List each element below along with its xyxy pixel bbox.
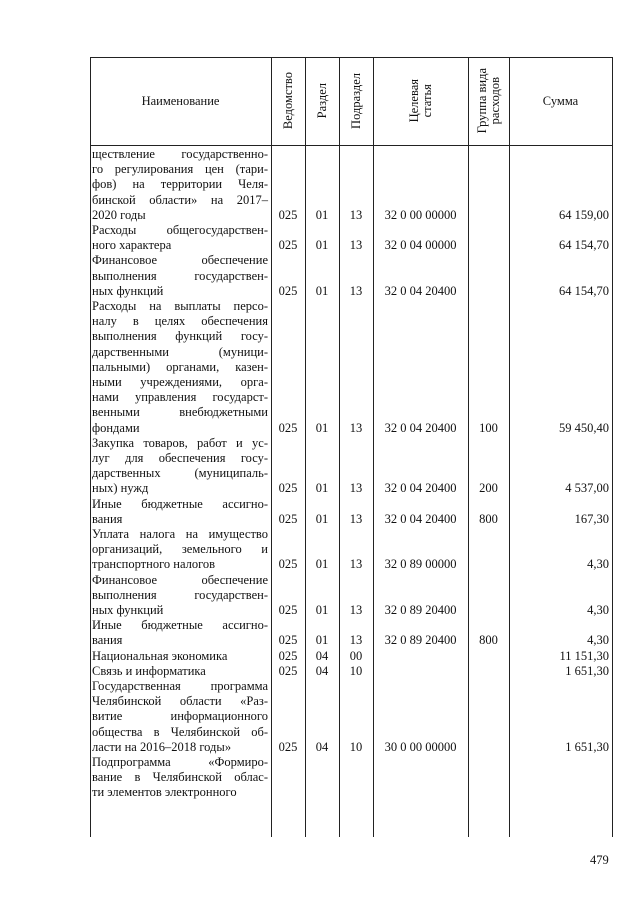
cell-group: 200 [479, 481, 498, 496]
row-name-line: организаций, земельного и [92, 542, 268, 557]
row-name-line: выполнения государствен- [92, 268, 268, 283]
row-name [92, 223, 268, 253]
row-name [92, 299, 268, 436]
cell-sec: 04 [315, 648, 329, 663]
cell-sec: 01 [315, 481, 329, 496]
cell-dept: 025 [278, 207, 298, 222]
cell-dept: 025 [278, 481, 298, 496]
col-border [90, 57, 91, 837]
cell-target: 32 0 04 20400 [384, 283, 457, 298]
header-target [373, 57, 468, 145]
header-sum [509, 57, 612, 145]
row-name-line: фондами [92, 420, 140, 435]
cell-target: 32 0 04 20400 [384, 481, 457, 496]
cell-sum: 4 537,00 [565, 481, 609, 496]
cell-sub: 13 [349, 603, 363, 617]
row-name-line: ных) нужд [92, 481, 149, 496]
header-dept-label: Ведомство [280, 72, 295, 130]
row-name-line: Расходы общегосударствен- [92, 223, 268, 237]
cell-sub: 10 [349, 663, 363, 678]
cell-sum: 4,30 [587, 603, 609, 617]
cell-sub: 13 [349, 238, 363, 253]
cell-dept: 025 [278, 648, 298, 663]
header-section [305, 57, 339, 145]
row-name-line: Национальная экономика [92, 648, 228, 663]
cell-sum: 59 450,40 [559, 420, 609, 435]
row-name-line: Подпрограмма «Формиро- [92, 755, 268, 769]
row-name-line: ных функций [92, 283, 164, 298]
col-border [271, 57, 272, 837]
cell-sub: 13 [349, 420, 363, 435]
row-name-line: выполнения функций госу- [92, 329, 268, 344]
cell-group: 100 [479, 420, 498, 435]
cell-sum: 4,30 [587, 633, 609, 648]
row-name [92, 755, 268, 801]
cell-sub: 10 [349, 739, 363, 754]
cell-target: 32 0 89 20400 [384, 633, 457, 648]
row-name [92, 664, 268, 679]
col-border [373, 57, 374, 837]
row-name [92, 573, 268, 619]
header-dept [271, 57, 305, 145]
cell-sec: 01 [315, 238, 329, 253]
row-name-line: дарственными (муници- [92, 344, 268, 359]
row-name-line: Иные бюджетные ассигно- [92, 618, 268, 633]
row-name-line: Финансовое обеспечение [92, 572, 268, 587]
cell-sec: 01 [315, 511, 329, 526]
header-sum-label: Сумма [542, 93, 579, 108]
cell-group: 800 [479, 511, 498, 526]
row-name [92, 147, 268, 223]
cell-sum: 64 154,70 [559, 238, 609, 253]
cell-dept: 025 [278, 238, 298, 253]
row-name-line: вания [92, 633, 123, 648]
cell-target: 32 0 89 00000 [384, 557, 457, 572]
cell-target: 32 0 04 20400 [384, 420, 457, 435]
row-name-line: ного характера [92, 238, 172, 253]
row-name-line: Закупка товаров, работ и ус- [92, 435, 268, 450]
cell-dept: 025 [278, 633, 298, 648]
row-name [92, 618, 268, 648]
row-name [92, 497, 268, 527]
budget-table [90, 57, 613, 837]
cell-target: 32 0 04 20400 [384, 511, 457, 526]
row-name-line: Уплата налога на имущество [92, 527, 268, 541]
cell-sub: 13 [349, 283, 363, 298]
cell-dept: 025 [278, 663, 298, 678]
cell-sec: 01 [315, 207, 329, 222]
col-border [339, 57, 340, 837]
cell-dept: 025 [278, 557, 298, 572]
row-name-line: ными учреждениями, орга- [92, 375, 268, 390]
cell-sum: 64 159,00 [559, 207, 609, 222]
cell-dept: 025 [278, 603, 298, 617]
row-name-line: Расходы на выплаты персо- [92, 299, 268, 313]
row-name-line: витие информационного [92, 709, 268, 724]
col-border [509, 57, 510, 837]
row-name-line: ласти на 2016–2018 годы» [92, 739, 232, 754]
row-name-line: вания [92, 511, 123, 526]
cell-dept: 025 [278, 283, 298, 298]
row-name [92, 436, 268, 497]
cell-dept: 025 [278, 420, 298, 435]
row-name-line: фов) на территории Челя- [92, 177, 268, 192]
cell-sum: 1 651,30 [565, 739, 609, 754]
cell-dept: 025 [278, 739, 298, 754]
row-name-line: выполнения государствен- [92, 587, 268, 602]
row-name-line: транспортного налогов [92, 557, 216, 572]
row-name-line: Связь и информатика [92, 663, 206, 678]
cell-sub: 13 [349, 557, 363, 572]
row-name-line: Финансовое обеспечение [92, 253, 268, 268]
cell-sec: 01 [315, 420, 329, 435]
row-name-line: Иные бюджетные ассигно- [92, 496, 268, 511]
header-subsection-label: Подраздел [348, 73, 363, 129]
row-name [92, 527, 268, 573]
row-name-line: венными внебюджетными [92, 405, 268, 420]
cell-target: 30 0 00 00000 [384, 739, 457, 754]
col-border [612, 57, 613, 837]
cell-sum: 64 154,70 [559, 283, 609, 298]
cell-group: 800 [479, 633, 498, 648]
cell-sec: 01 [315, 557, 329, 572]
row-name-line: ти элементов электронного [92, 785, 237, 800]
cell-sub: 13 [349, 207, 363, 222]
row-border [90, 145, 613, 146]
row-name-line: го регулирования цен (тари- [92, 162, 268, 177]
row-name-line: общества в Челябинской об- [92, 724, 268, 739]
cell-sec: 01 [315, 283, 329, 298]
row-name-line: 2020 годы [92, 207, 146, 222]
col-border [468, 57, 469, 837]
row-name-line: ных функций [92, 603, 164, 617]
cell-sum: 167,30 [574, 511, 609, 526]
row-name-line: Государственная программа [92, 679, 268, 693]
row-name-line: ществление государственно- [92, 147, 268, 161]
row-name-line: пальными) органами, казен- [92, 359, 268, 374]
cell-sum: 1 651,30 [565, 663, 609, 678]
row-name-line: нами управления государст- [92, 390, 268, 405]
cell-sum: 4,30 [587, 557, 609, 572]
row-name [92, 679, 268, 755]
cell-sec: 04 [315, 663, 329, 678]
cell-sub: 13 [349, 633, 363, 648]
header-section-label: Раздел [314, 83, 329, 119]
cell-sub: 00 [349, 648, 363, 663]
cell-dept: 025 [278, 511, 298, 526]
row-name-line: дарственных (муниципаль- [92, 466, 268, 481]
row-name-line: вание в Челябинской облас- [92, 770, 268, 785]
row-name [92, 253, 268, 299]
cell-sec: 01 [315, 633, 329, 648]
header-subsection [339, 57, 373, 145]
cell-sum: 11 151,30 [559, 648, 609, 663]
row-name-line: Челябинской области «Раз- [92, 694, 268, 709]
header-name-label: Наименование [141, 93, 220, 108]
col-border [305, 57, 306, 837]
cell-sec: 01 [315, 603, 329, 617]
page-number: 479 [590, 853, 609, 867]
row-name [92, 649, 268, 664]
row-name-line: бинской области» на 2017– [92, 192, 268, 207]
cell-sub: 13 [349, 511, 363, 526]
row-name-line: налу в целях обеспечения [92, 314, 268, 329]
header-target-label: Целевая статья [406, 79, 434, 123]
row-name-line: луг для обеспечения госу- [92, 451, 268, 465]
cell-sec: 04 [315, 739, 329, 754]
cell-sub: 13 [349, 481, 363, 496]
header-group [468, 57, 509, 145]
cell-target: 32 0 04 00000 [384, 238, 457, 253]
header-group-label: Группа вида расходов [474, 68, 502, 134]
cell-target: 32 0 89 20400 [384, 603, 457, 617]
cell-target: 32 0 00 00000 [384, 207, 457, 222]
header-name [90, 57, 271, 145]
